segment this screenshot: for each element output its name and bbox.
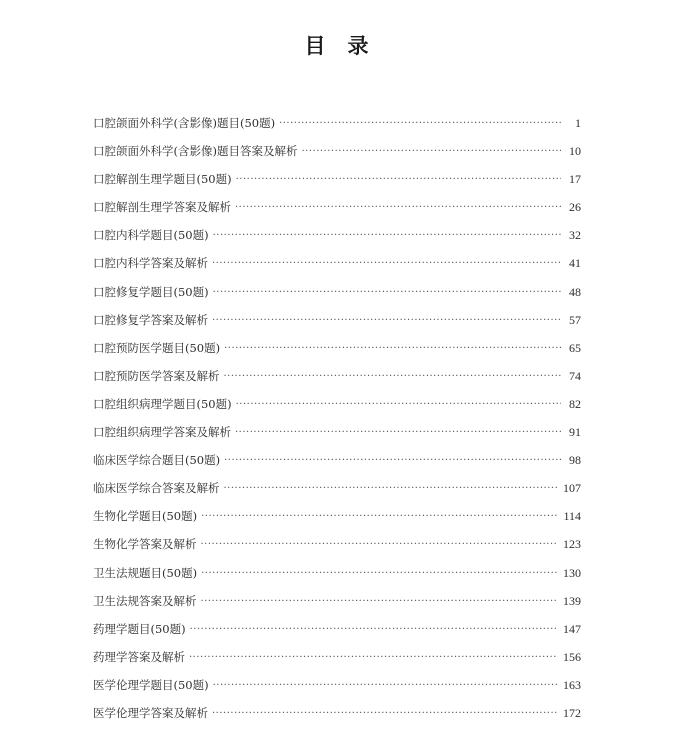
dot-leader — [190, 621, 557, 639]
toc-entry-page: 65 — [569, 340, 581, 355]
dot-leader — [224, 480, 558, 498]
toc-entry-label: 口腔解剖生理学答案及解析 — [93, 200, 231, 215]
toc-entry-label: 口腔内科学题目(50题) — [93, 228, 209, 243]
dot-leader — [213, 677, 557, 695]
toc-entry-page: 91 — [569, 425, 581, 440]
toc-entry-page: 156 — [563, 649, 581, 664]
toc-entry-page: 139 — [563, 593, 581, 608]
dot-leader — [201, 536, 558, 554]
dot-leader — [201, 508, 557, 526]
toc-entry-label: 口腔预防医学答案及解析 — [93, 368, 220, 383]
toc-entry[interactable] — [93, 254, 581, 282]
toc-entry-page: 172 — [563, 705, 581, 720]
toc-entry[interactable] — [93, 564, 581, 592]
dot-leader — [213, 284, 561, 302]
toc-entry-label: 口腔修复学答案及解析 — [93, 312, 208, 327]
toc-entry[interactable] — [93, 367, 581, 395]
toc-entry[interactable] — [93, 142, 581, 170]
toc-entry-page: 163 — [563, 677, 581, 692]
toc-entry-page: 114 — [563, 509, 581, 524]
toc-entry-label: 口腔预防医学题目(50题) — [93, 340, 221, 355]
toc-entry-page: 48 — [569, 284, 581, 299]
toc-entry-label: 卫生法规答案及解析 — [93, 593, 197, 608]
toc-entry[interactable] — [93, 648, 581, 676]
toc-entry-label: 医学伦理学题目(50题) — [93, 677, 209, 692]
toc-entry-page: 41 — [569, 256, 581, 271]
dot-leader — [213, 227, 561, 245]
table-of-contents — [93, 114, 581, 732]
dot-leader — [236, 171, 561, 189]
toc-entry[interactable] — [93, 704, 581, 732]
dot-leader — [189, 649, 557, 667]
toc-entry-label: 临床医学综合题目(50题) — [93, 453, 221, 468]
toc-entry-label: 生物化学题目(50题) — [93, 509, 198, 524]
toc-entry-label: 口腔修复学题目(50题) — [93, 284, 209, 299]
toc-entry[interactable] — [93, 676, 581, 704]
toc-entry-page: 26 — [569, 200, 581, 215]
toc-entry-label: 药理学题目(50题) — [93, 621, 186, 636]
toc-entry-label: 口腔解剖生理学题目(50题) — [93, 172, 232, 187]
toc-entry-page: 74 — [569, 368, 581, 383]
toc-entry[interactable] — [93, 423, 581, 451]
toc-entry-page: 10 — [569, 144, 581, 159]
dot-leader — [224, 452, 561, 470]
toc-entry-page: 57 — [569, 312, 581, 327]
dot-leader — [224, 368, 562, 386]
toc-entry[interactable] — [93, 283, 581, 311]
dot-leader — [301, 143, 561, 161]
toc-entry-label: 口腔颌面外科学(含影像)题目答案及解析 — [93, 144, 298, 159]
toc-entry[interactable] — [93, 114, 581, 142]
dot-leader — [235, 424, 561, 442]
toc-entry-label: 口腔组织病理学答案及解析 — [93, 425, 231, 440]
toc-entry-label: 卫生法规题目(50题) — [93, 565, 198, 580]
toc-entry-label: 口腔内科学答案及解析 — [93, 256, 208, 271]
toc-entry-page: 98 — [569, 453, 581, 468]
dot-leader — [212, 705, 557, 723]
toc-entry-page: 107 — [563, 481, 581, 496]
toc-entry[interactable] — [93, 535, 581, 563]
toc-entry-label: 药理学答案及解析 — [93, 649, 185, 664]
dot-leader — [201, 565, 557, 583]
toc-entry[interactable] — [93, 226, 581, 254]
toc-entry[interactable] — [93, 507, 581, 535]
dot-leader — [212, 255, 561, 273]
dot-leader — [224, 340, 561, 358]
dot-leader — [201, 593, 558, 611]
toc-entry-page: 1 — [575, 116, 581, 130]
toc-entry[interactable] — [93, 451, 581, 479]
toc-entry-page: 32 — [569, 228, 581, 243]
dot-leader — [236, 396, 561, 414]
toc-entry[interactable] — [93, 592, 581, 620]
toc-entry-label: 口腔组织病理学题目(50题) — [93, 396, 232, 411]
title-char-2: 录 — [347, 33, 369, 58]
toc-entry-label: 医学伦理学答案及解析 — [93, 705, 208, 720]
toc-entry-page: 123 — [563, 537, 581, 552]
toc-entry-page: 82 — [569, 396, 581, 411]
toc-entry[interactable] — [93, 395, 581, 423]
toc-entry[interactable] — [93, 311, 581, 339]
page-title — [0, 30, 673, 60]
dot-leader — [212, 312, 561, 330]
toc-entry-label: 生物化学答案及解析 — [93, 537, 197, 552]
toc-entry-page: 130 — [563, 565, 581, 580]
toc-entry-label: 临床医学综合答案及解析 — [93, 481, 220, 496]
toc-entry[interactable] — [93, 170, 581, 198]
toc-entry[interactable] — [93, 198, 581, 226]
dot-leader — [279, 115, 561, 133]
toc-entry-page: 17 — [569, 172, 581, 187]
toc-entry[interactable] — [93, 339, 581, 367]
toc-entry[interactable] — [93, 620, 581, 648]
dot-leader — [235, 199, 561, 217]
toc-entry[interactable] — [93, 479, 581, 507]
toc-entry-page: 147 — [563, 621, 581, 636]
toc-entry-label: 口腔颌面外科学(含影像)题目(50题) — [93, 116, 276, 130]
title-char-1: 目 — [304, 33, 326, 58]
